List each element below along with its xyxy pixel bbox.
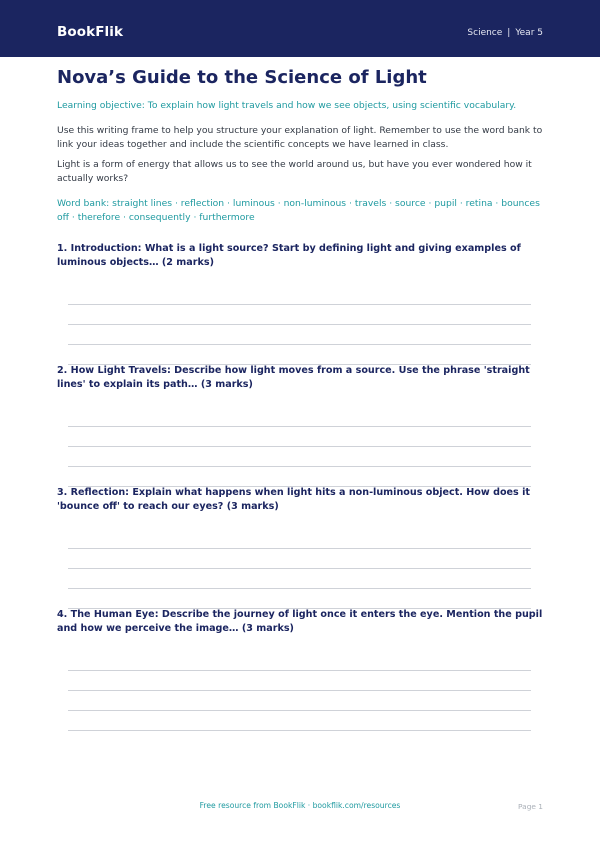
answer-line[interactable] (68, 548, 531, 549)
page-number: Page 1 (518, 802, 543, 811)
answer-line[interactable] (68, 466, 531, 467)
subject-label: Science (467, 28, 503, 38)
learning-objective: Learning objective: To explain how light travels and how we see objects, using scientific vocabulary. (57, 100, 517, 111)
year-label: Year 5 (515, 28, 543, 38)
answer-line[interactable] (68, 324, 531, 325)
brand-logo-text: BookFlik (57, 24, 124, 40)
question-4: 4. The Human Eye: Describe the journey of light once it enters the eye. Mention the pupil and how we perceive the image… (3 marks) (57, 609, 543, 634)
answer-line[interactable] (68, 670, 531, 671)
answer-line[interactable] (68, 710, 531, 711)
page-header (0, 0, 600, 57)
question-2: 2. How Light Travels: Describe how light moves from a source. Use the phrase 'straight lines' to explain its path… (3 marks) (57, 365, 530, 390)
answer-line[interactable] (68, 446, 531, 447)
answer-line[interactable] (68, 690, 531, 691)
word-bank: Word bank: straight lines · reflection · luminous · non-luminous · travels · source · pupil · retina · bounces off · therefore · consequently · furthermore (57, 198, 540, 223)
question-3: 3. Reflection: Explain what happens when light hits a non-luminous object. How does it 'bounce off' to reach our eyes? (3 marks) (57, 487, 530, 512)
question-1: 1. Introduction: What is a light source? Start by defining light and giving examples of luminous objects… (2 marks) (57, 243, 521, 268)
page-title: Nova’s Guide to the Science of Light (57, 67, 427, 88)
intro-paragraph: Light is a form of energy that allows us to see the world around us, but have you ever wondered how it actually works? (57, 159, 532, 184)
intro-paragraph: Use this writing frame to help you structure your explanation of light. Remember to use the word bank to link your ideas together and include the scientific concepts we have learned in class. (57, 125, 543, 150)
header-meta (467, 28, 543, 38)
answer-line[interactable] (68, 426, 531, 427)
answer-line[interactable] (68, 730, 531, 731)
answer-line[interactable] (68, 588, 531, 589)
answer-line[interactable] (68, 568, 531, 569)
meta-separator: | (507, 28, 511, 38)
answer-line[interactable] (68, 304, 531, 305)
footer-credit[interactable]: Free resource from BookFlik · bookflik.com/resources (199, 801, 401, 810)
answer-line[interactable] (68, 344, 531, 345)
